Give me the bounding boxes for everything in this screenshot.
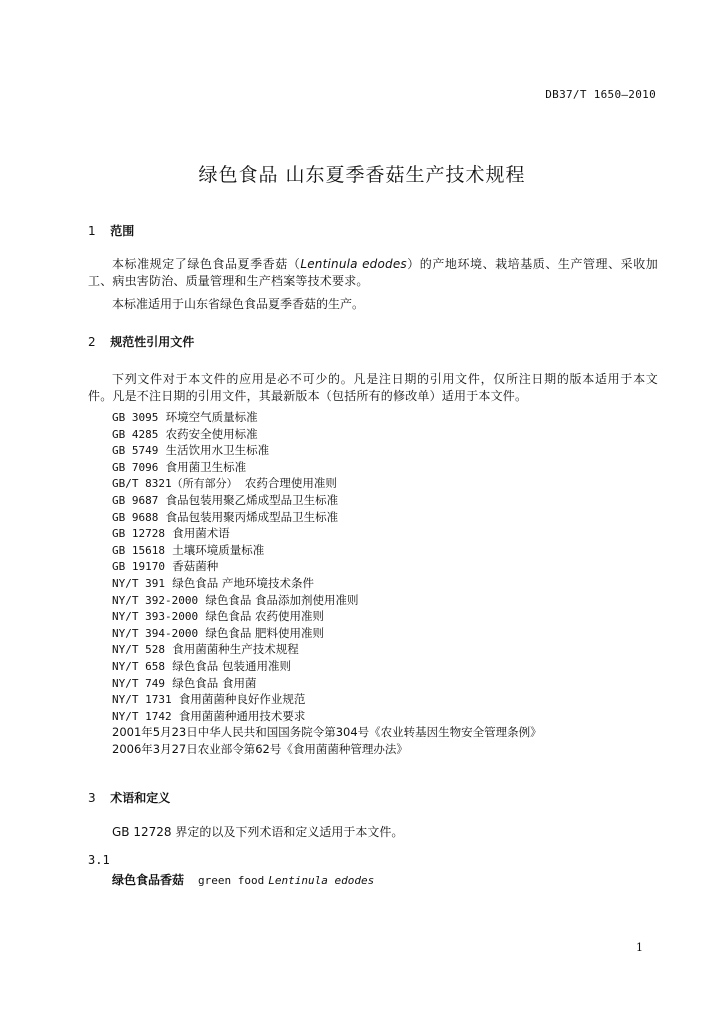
reference-item <box>112 542 542 559</box>
reference-item <box>112 558 542 575</box>
reference-code: NY/T 392-2000 <box>112 593 199 607</box>
term-english: green food <box>198 874 265 887</box>
reference-name: 生活饮用水卫生标准 <box>165 443 270 458</box>
reference-item <box>112 675 542 692</box>
reference-code: GB 9688 <box>112 510 159 524</box>
reference-code: NY/T 658 <box>112 659 165 673</box>
section-title: 术语和定义 <box>110 791 171 805</box>
reference-code: GB/T 8321（所有部分） <box>112 477 238 491</box>
scope-latin-name: Lentinula edodes <box>300 257 407 271</box>
section-number: 2 <box>88 335 96 349</box>
reference-item <box>112 641 542 658</box>
reference-decree: 2006年3月27日农业部令第62号《食用菌菌种管理办法》 <box>112 741 408 756</box>
reference-item <box>112 459 542 476</box>
reference-decree: 2001年5月23日中华人民共和国国务院令第304号《农业转基因生物安全管理条例》 <box>112 725 542 740</box>
reference-name: 食用菌菌种良好作业规范 <box>178 692 306 707</box>
reference-name: 环境空气质量标准 <box>165 410 258 424</box>
section-number: 1 <box>88 224 96 238</box>
subsection-number: 3.1 <box>88 853 110 867</box>
reference-item <box>112 608 542 625</box>
references-intro: 下列文件对于本文件的应用是必不可少的。凡是注日期的引用文件，仅所注日期的版本适用于本文件。凡是不注日期的引用文件，其最新版本（包括所有的修改单）适用于本文件。 <box>88 372 658 403</box>
section-title: 规范性引用文件 <box>110 335 195 349</box>
reference-name: 食用菌卫生标准 <box>165 459 247 474</box>
reference-code: GB 9687 <box>112 493 159 507</box>
reference-name: 绿色食品 包装通用准则 <box>172 658 291 673</box>
reference-code: GB 5749 <box>112 444 159 458</box>
section-title: 范围 <box>110 224 135 238</box>
section-heading-normative-references <box>88 333 194 350</box>
reference-code: NY/T 1731 <box>112 693 172 707</box>
reference-item <box>112 625 542 642</box>
term-latin: Lentinula edodes <box>268 874 375 887</box>
reference-code: NY/T 749 <box>112 676 165 690</box>
reference-code: GB 4285 <box>112 427 159 441</box>
scope-paragraph-2: 本标准适用于山东省绿色食品夏季香菇的生产。 <box>112 297 365 311</box>
term-chinese: 绿色食品香菇 <box>112 873 185 887</box>
reference-name: 土壤环境质量标准 <box>172 542 265 557</box>
reference-code: NY/T 394-2000 <box>112 626 199 640</box>
reference-code: GB 15618 <box>112 543 165 557</box>
reference-item <box>112 475 542 492</box>
scope-text-b: ）的产地环境、栽培基质、生产管理、采收加工、病虫害防治、质量管理和生产档案等技术要求。 <box>88 257 658 288</box>
reference-name: 绿色食品 食品添加剂使用准则 <box>205 592 359 607</box>
scope-text-a: 本标准规定了绿色食品夏季香菇（ <box>112 257 301 271</box>
reference-name: 农药合理使用准则 <box>244 476 337 491</box>
section-number: 3 <box>88 791 96 805</box>
reference-name: 食品包装用聚丙烯成型品卫生标准 <box>165 509 339 524</box>
reference-item <box>112 575 542 592</box>
reference-name: 绿色食品 食用菌 <box>172 675 257 690</box>
reference-code: GB 12728 <box>112 527 165 541</box>
standard-code: DB37/T 1650—2010 <box>545 88 656 101</box>
term-entry <box>112 871 374 888</box>
reference-code: GB 19170 <box>112 560 165 574</box>
reference-name: 食用菌菌种生产技术规程 <box>172 642 299 657</box>
reference-code: GB 7096 <box>112 460 159 474</box>
section-heading-scope <box>88 222 134 239</box>
scope-paragraph-1 <box>88 256 658 290</box>
reference-name: 绿色食品 农药使用准则 <box>205 609 325 624</box>
document-title: 绿色食品 山东夏季香菇生产技术规程 <box>198 164 526 186</box>
reference-name: 食品包装用聚乙烯成型品卫生标准 <box>165 492 339 507</box>
reference-name: 食用菌菌种通用技术要求 <box>178 708 306 723</box>
reference-name: 农药安全使用标准 <box>165 426 258 441</box>
reference-item <box>112 442 542 459</box>
reference-item <box>112 658 542 675</box>
reference-code: NY/T 393-2000 <box>112 610 199 624</box>
reference-item <box>112 509 542 526</box>
reference-item <box>112 592 542 609</box>
reference-item <box>112 426 542 443</box>
reference-item <box>112 708 542 725</box>
reference-item <box>112 409 542 426</box>
reference-name: 绿色食品 肥料使用准则 <box>205 625 325 640</box>
reference-name: 绿色食品 产地环境技术条件 <box>172 575 314 590</box>
terms-intro: GB 12728 界定的以及下列术语和定义适用于本文件。 <box>112 825 404 839</box>
reference-code: NY/T 391 <box>112 576 165 590</box>
reference-name: 食用菌术语 <box>172 526 230 541</box>
reference-name: 香菇菌种 <box>172 559 219 574</box>
reference-item <box>112 525 542 542</box>
reference-item <box>112 492 542 509</box>
reference-code: NY/T 1742 <box>112 709 172 723</box>
page-number: 1 <box>636 941 643 954</box>
reference-list <box>112 409 542 757</box>
reference-code: NY/T 528 <box>112 643 165 657</box>
reference-code: GB 3095 <box>112 411 159 424</box>
section-heading-terms <box>88 789 170 806</box>
reference-item <box>112 691 542 708</box>
